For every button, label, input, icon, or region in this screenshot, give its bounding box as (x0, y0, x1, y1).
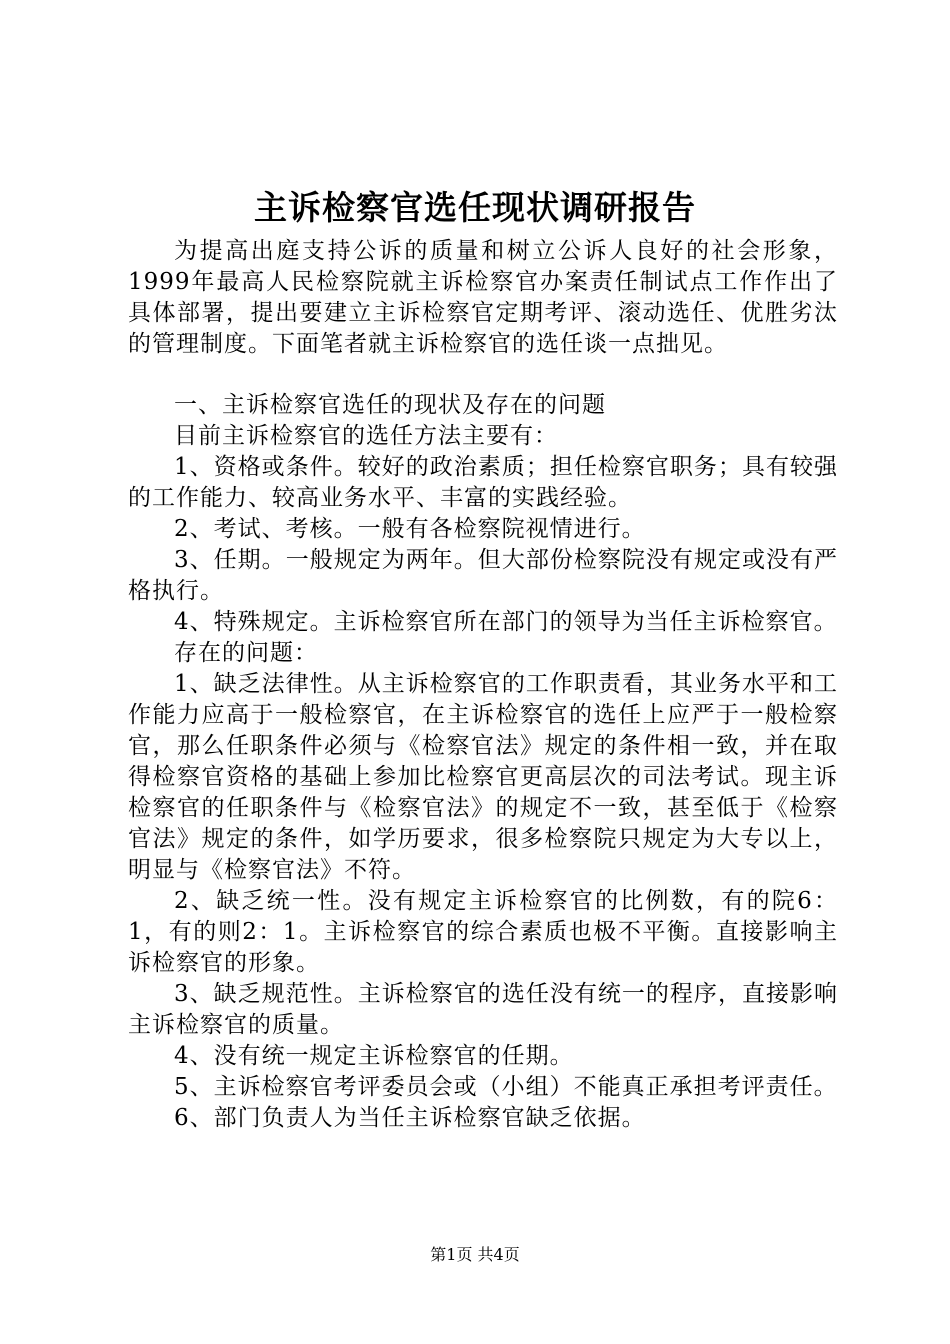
paragraph: 6、部门负责人为当任主诉检察官缺乏依据。 (174, 1105, 646, 1131)
subheading: 存在的问题： (174, 640, 318, 666)
paragraph: 3、任期。一般规定为两年。但大部份检察院没有规定或没有严格执行。 (128, 547, 838, 604)
paragraph: 2、考试、考核。一般有各检察院视情进行。 (174, 516, 646, 542)
intro-paragraph: 为提高出庭支持公诉的质量和树立公诉人良好的社会形象，1999年最高人民检察院就主诉检察官办案责任制试点工作作出了具体部署，提出要建立主诉检察官定期考评、滚动选任、优胜劣汰的管理制度。下面笔者就主诉检察官的选任谈一点拙见。 (128, 238, 838, 357)
paragraph: 3、缺乏规范性。主诉检察官的选任没有统一的程序，直接影响主诉检察官的质量。 (128, 981, 838, 1038)
page-footer: 第1页 共4页 (430, 1245, 520, 1264)
document-title: 主诉检察官选任现状调研报告 (254, 188, 696, 227)
paragraph-gap (128, 360, 838, 390)
paragraph: 2、缺乏统一性。没有规定主诉检察官的比例数，有的院6：1，有的则2：1。主诉检察官的综合素质也极不平衡。直接影响主诉检察官的形象。 (128, 888, 838, 976)
paragraph: 1、资格或条件。较好的政治素质；担任检察官职务；具有较强的工作能力、较高业务水平、丰富的实践经验。 (128, 454, 838, 511)
paragraph: 1、缺乏法律性。从主诉检察官的工作职责看，其业务水平和工作能力应高于一般检察官，在主诉检察官的选任上应严于一般检察官，那么任职条件必须与《检察官法》规定的条件相一致，并在取得检察官资格的基础上参加比检察官更高层次的司法考试。现主诉检察官的任职条件与《检察官法》的规定不一致，甚至低于《检察官法》规定的条件，如学历要求，很多检察院只规定为大专以上，明显与《检察官法》不符。 (128, 671, 838, 883)
section-heading: 一、主诉检察官选任的现状及存在的问题 (174, 392, 606, 418)
document-body (128, 236, 838, 1134)
paragraph: 4、没有统一规定主诉检察官的任期。 (174, 1043, 574, 1069)
paragraph: 5、主诉检察官考评委员会或（小组）不能真正承担考评责任。 (174, 1074, 838, 1100)
paragraph: 4、特殊规定。主诉检察官所在部门的领导为当任主诉检察官。 (174, 609, 838, 635)
paragraph: 目前主诉检察官的选任方法主要有： (174, 423, 558, 449)
